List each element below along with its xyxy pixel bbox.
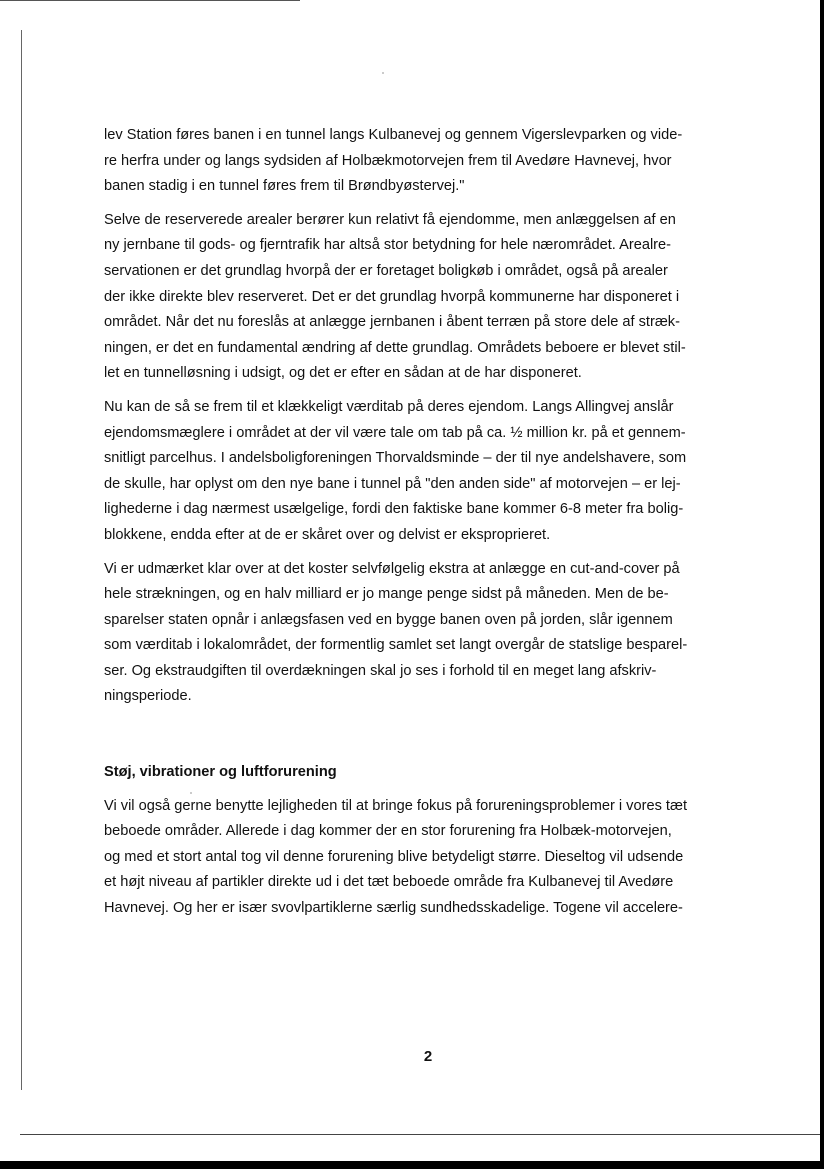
line: de skulle, har oplyst om den nye bane i tunnel på "den anden side" af motorvejen – er lej- xyxy=(104,475,681,492)
scan-speck xyxy=(382,72,384,74)
line: som værditab i lokalområdet, der formentlig samlet set langt overgår de statslige besparel- xyxy=(104,637,688,654)
line: Selve de reserverede arealer berører kun relativt få ejendomme, men anlæggelsen af en xyxy=(104,211,676,228)
scan-top-rule xyxy=(0,0,300,1)
line: ningen, er det en fundamental ændring af dette grundlag. Områdets beboere er blevet stil- xyxy=(104,339,686,356)
line: snitligt parcelhus. I andelsboligforeningen Thorvaldsminde – der til nye andelshavere, som xyxy=(104,450,687,467)
line: hele strækningen, og en halv milliard er jo mange penge sidst på måneden. Men de be- xyxy=(104,586,669,603)
line: Vi er udmærket klar over at det koster selvfølgelig ekstra at anlægge en cut-and-cover på xyxy=(104,560,680,577)
line: Nu kan de så se frem til et klækkeligt værditab på deres ejendom. Langs Allingvej anslår xyxy=(104,398,674,415)
line: ny jernbane til gods- og fjerntrafik har altså stor betydning for hele nærområdet. Arealre- xyxy=(104,237,672,254)
paragraph-5 xyxy=(104,794,754,922)
line: servationen er det grundlag hvorpå der er foretaget boligkøb i området, også på arealer xyxy=(104,262,668,279)
line: Vi vil også gerne benytte lejligheden til at bringe fokus på forureningsproblemer i vores tæt xyxy=(104,797,688,814)
line: let en tunnelløsning i udsigt, og det er efter en sådan at de har disponeret. xyxy=(104,365,582,382)
paragraph-3 xyxy=(104,395,754,549)
section-heading: Støj, vibrationer og luftforurening xyxy=(104,764,337,781)
scan-left-rule xyxy=(21,30,22,1090)
line: der ikke direkte blev reserveret. Det er det grundlag hvorpå kommunerne har disponeret i xyxy=(104,288,680,305)
line: beboede områder. Allerede i dag kommer der en stor forurening fra Holbæk-motorvejen, xyxy=(104,823,672,840)
paragraph-4 xyxy=(104,557,754,711)
line: lev Station føres banen i en tunnel langs Kulbanevej og gennem Vigerslevparken og vide- xyxy=(104,127,683,143)
line: ningsperiode. xyxy=(104,688,192,705)
paragraph-1 xyxy=(104,123,754,200)
document-body xyxy=(104,123,754,922)
line: sparelser staten opnår i anlægsfasen ved en bygge banen oven på jorden, slår igennem xyxy=(104,611,673,628)
line: ser. Og ekstraudgiften til overdækningen skal jo ses i forhold til en meget lang afskriv- xyxy=(104,662,657,679)
line: ejendomsmæglere i området at der vil være tale om tab på ca. ½ million kr. på et gennem- xyxy=(104,424,686,441)
line: området. Når det nu foreslås at anlægge jernbanen i åbent terræn på store dele af stræk- xyxy=(104,314,680,331)
scan-bottom-rule xyxy=(20,1134,820,1135)
line: et højt niveau af partikler direkte ud i det tæt beboede område fra Kulbanevej til Avedøre xyxy=(104,874,674,891)
line: re herfra under og langs sydsiden af Holbækmotorvejen frem til Avedøre Havnevej, hvor xyxy=(104,152,672,169)
line: lighederne i dag nærmest usælgelige, fordi den faktiske bane kommer 6-8 meter fra bolig- xyxy=(104,501,684,518)
line: blokkene, endda efter at de er skåret over og delvist er eksproprieret. xyxy=(104,526,551,543)
page-number: 2 xyxy=(423,1048,433,1065)
line: og med et stort antal tog vil denne forurening blive betydeligt større. Dieseltog vil udsende xyxy=(104,848,684,865)
scan-right-edge xyxy=(820,0,824,1169)
paragraph-2 xyxy=(104,208,754,387)
line: banen stadig i en tunnel føres frem til Brøndbyøstervej." xyxy=(104,178,465,195)
line: Havnevej. Og her er især svovlpartiklerne særlig sundhedsskadelige. Togene vil accelere- xyxy=(104,900,683,917)
scan-bottom-edge xyxy=(0,1161,824,1169)
